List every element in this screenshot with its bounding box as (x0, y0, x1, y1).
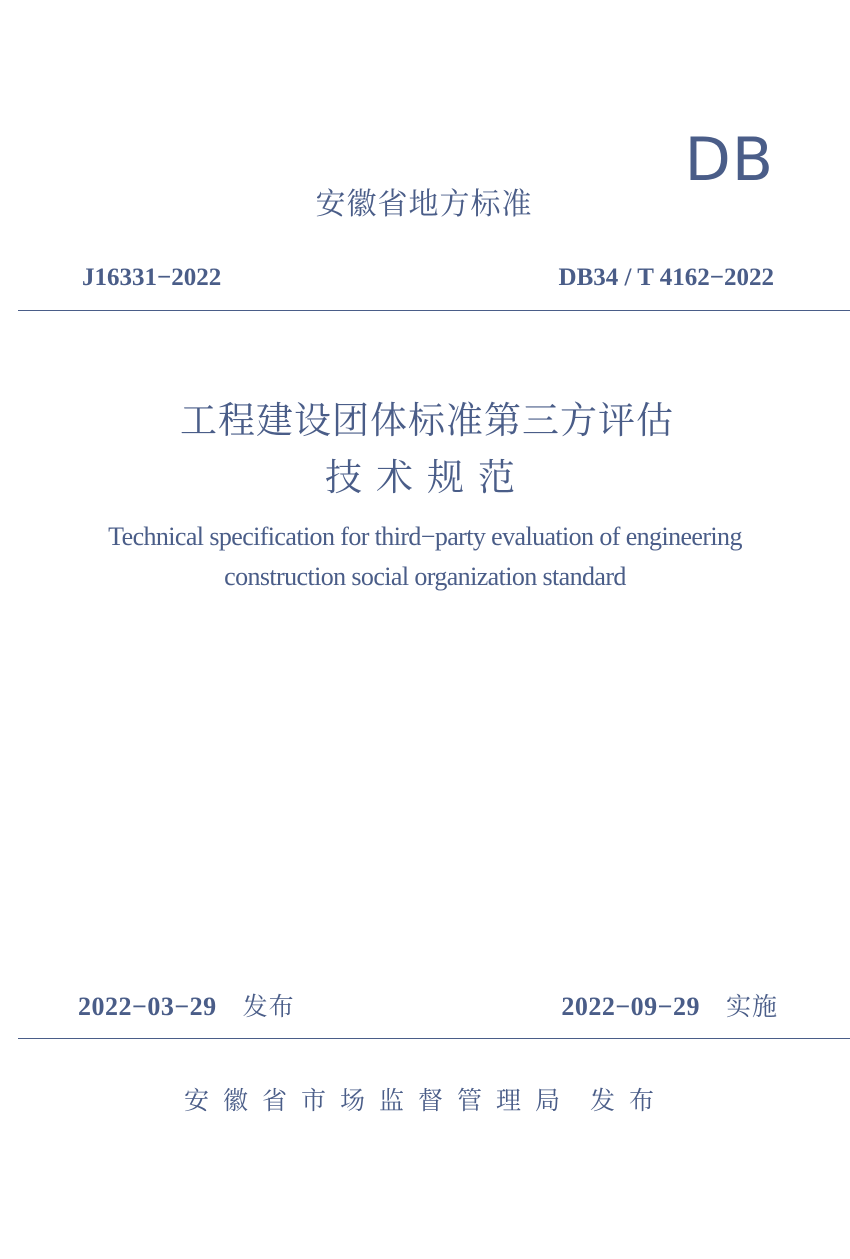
release-date-block (78, 990, 295, 1024)
issuer-name: 安徽省市场监督管理局 (183, 1086, 574, 1115)
issuer-action: 发布 (590, 1086, 669, 1115)
effective-date: 2022−09−29 (561, 992, 700, 1021)
release-date: 2022−03−29 (78, 992, 217, 1021)
standard-category: 安徽省地方标准 (315, 187, 533, 222)
title-chinese-line-2: 技术规范 (325, 456, 529, 499)
title-chinese-line-1: 工程建设团体标准第三方评估 (180, 399, 674, 442)
db-mark: DB (684, 125, 774, 195)
standard-number: DB34 / T 4162−2022 (558, 264, 774, 291)
effective-label: 实施 (725, 992, 778, 1021)
bottom-divider (18, 1038, 850, 1039)
title-english-line-1: Technical specification for third−party evaluation of engineering (108, 522, 742, 551)
effective-date-block (561, 990, 778, 1024)
title-english-line-2: construction social organization standard (224, 562, 626, 591)
release-label: 发布 (242, 992, 295, 1021)
issuer-line (0, 1084, 850, 1118)
top-divider (18, 310, 850, 311)
record-number: J16331−2022 (82, 264, 222, 291)
